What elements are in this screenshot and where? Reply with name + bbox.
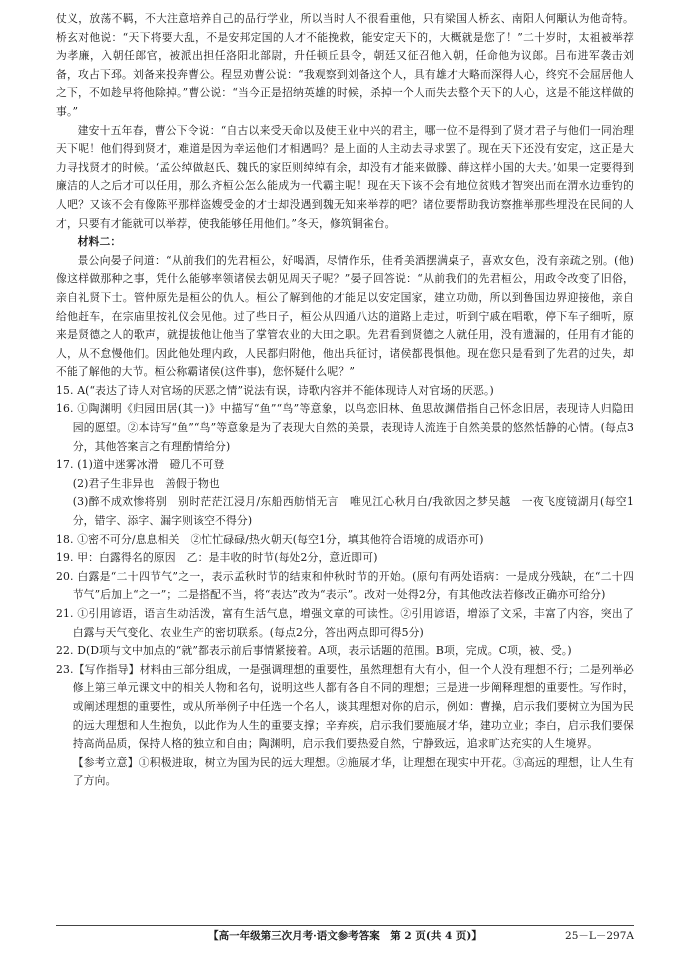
paragraph-q17b: (2)君子生非异也 善假于物也 [72, 476, 220, 490]
paragraph-p4: 景公向晏子问道：“从前我们的先君桓公，好喝酒，尽情作乐，佳肴美酒摆满桌子，喜欢女色，没有亲疏之别。(他)像这样做那种之事，凭什么能够率领诸侯去朝见周天子呢？”晏子回答说：“从前我们的先君桓公，用政令改变了旧俗，亲自礼贤下士。管仲原先是桓公的仇人。桓公了解到他的才能足以安定国家，建立功勋，所以到鲁国边界迎接他，亲自给他赶车，在宗庙里按礼仪会见他。过了些日子，桓公从四通八达的道路上走过，听到宁戚在唱歌，停下车子细听，原来是贤德之人的歌声，就提拔他让他当了掌管农业的大田之职。先君看到贤德之人就任用，没有遗漏的，任用有才能的人，从不怠慢他们。因此他处理内政，人民都归附他，他出兵征讨，诸侯都畏惧他。现在您只是看到了先君的过失，却不能了解他的大节。桓公称霸诸侯(这件事)，您怀疑什么呢？” [56, 253, 634, 379]
paragraph-q23b: 【参考立意】①积极进取，树立为国为民的远大理想。②施展才华，让理想在现实中开花。③高远的理想，让人生有了方向。 [72, 755, 634, 788]
paragraph-p1: 仗义，放荡不羁，不大注意培养自己的品行学业，所以当时人不很看重他，只有梁国人桥玄、南阳人何顒认为他奇特。桥玄对他说：“天下将要大乱，不是安邦定国的人才不能挽救，能安定天下的，大概就是您了！”二十岁时，太祖被举荐为孝廉，入朝任郎官，被派出担任洛阳北部尉，升任顿丘县令，朝廷又征召他入朝，任命他为议郎。吕布进军袭击刘备，攻占下邳。刘备来投奔曹公。程昱劝曹公说：“我观察到刘备这个人，具有雄才大略而深得人心，终究不会屈居他人之下，不如趁早将他除掉。”曹公说：“当今正是招纳英雄的时候，杀掉一个人而失去整个天下的人心，这是不能这样做的事。” [56, 12, 634, 118]
paragraph-q15: 15. A(“表达了诗人对官场的厌恶之情”说法有误，诗歌内容并不能体现诗人对官场的厌恶。) [56, 383, 494, 397]
paragraph-p2: 建安十五年春，曹公下令说：“自古以来受天命以及使王业中兴的君主，哪一位不是得到了贤才君子与他们一同治理天下呢！他们得到贤才，难道是因为幸运他们才相遇吗？是上面的人主动去寻求罢了。现在天下还没有安定，这正是大力寻找贤才的时候。‘孟公绰做赵氏、魏氏的家臣则绰绰有余，却没有才能来做滕、薛这样小国的大夫。’如果一定要得到廉洁的人之后才可以任用，那么齐桓公怎么能成为一代霸主呢！现在天下该不会有地位贫贱才智突出而在渭水边垂钓的人吧？又该不会有像陈平那样盗嫂受金的才士却没遇到魏无知来举荐的吧？诸位要帮助我访察推举那些埋没在民间的人才，只要有才能就可以举荐，使我能够任用他们。”冬天，修筑铜雀台。 [56, 123, 634, 230]
footer-title: 【高一年级第三次月考·语文参考答案 第 2 页(共 4 页)】 [208, 930, 482, 942]
paragraph-q16: 16. ①陶渊明《归园田居(其一)》中描写“鱼”“鸟”等意象，以鸟恋旧林、鱼思故渊借指自己怀念旧居，表现诗人归隐田园的愿望。②本诗写“鱼”“鸟”等意象是为了表现大自然的美景，表现诗人流连于自然美景的悠然恬静的心情。(每点3分，其他答案言之有理酌情给分) [56, 402, 634, 453]
answer-content [56, 10, 634, 791]
paragraph-p3: 材料二： [77, 235, 122, 249]
footer-code: 25－L－297A [565, 930, 634, 942]
paragraph-q17c: (3)醉不成欢惨将别 别时茫茫江浸月/东船西舫悄无言 唯见江心秋月白/我欲因之梦吴越 一夜飞度镜湖月(每空1分，错字、添字、漏字则该空不得分) [72, 495, 634, 528]
paragraph-q19: 19. 甲：白露得名的原因 乙：是丰收的时节(每处2分，意近即可) [56, 551, 378, 565]
paragraph-q18: 18. ①密不可分/息息相关 ②忙忙碌碌/热火朝天(每空1分，填其他符合语境的成语亦可) [56, 532, 484, 546]
paragraph-q23: 23.【写作指导】材料由三部分组成，一是强调理想的重要性，虽然理想有大有小，但一个人没有理想不行；二是列举必修上第三单元课文中的相关人物和名句，说明这些人都有各自不同的理想；三是进一步阐释理想的重要性。写作时，或阐述理想的重要性，或从所举例子中任选一个名人，谈其理想对你的启示，例如：曹操，启示我们要树立为国为民的远大理想和人生抱负，以此作为人生的重要支撑；辛弃疾，启示我们要施展才华，建功立业；李白，启示我们要保持高尚品质，保持人格的独立和自由；陶渊明，启示我们要热爱自然，宁静致远，追求旷达充实的人生境界。 [56, 662, 634, 751]
paragraph-q20: 20. 白露是“二十四节气”之一，表示孟秋时节的结束和仲秋时节的开始。(原句有两处语病：一是成分残缺，在“二十四节气”后加上“之一”；二是搭配不当，将“表达”改为“表示”。改对一处得2分，有其他改法若修改正确亦可给分) [56, 569, 634, 602]
paragraph-q22: 22. D(D项与文中加点的“就”都表示前后事情紧接着。A项，表示话题的范围。B项，完成。C项，被、受。) [56, 644, 572, 658]
page-footer [56, 925, 634, 946]
paragraph-q21: 21. ①引用谚语，语言生动活泼，富有生活气息，增强文章的可读性。②引用谚语，增添了文采，丰富了内容，突出了白露与天气变化、农业生产的密切联系。(每点2分，答出两点即可得5分) [56, 607, 634, 639]
paragraph-q17a: 17. (1)道中迷雾冰滑 磴几不可登 [56, 458, 225, 472]
